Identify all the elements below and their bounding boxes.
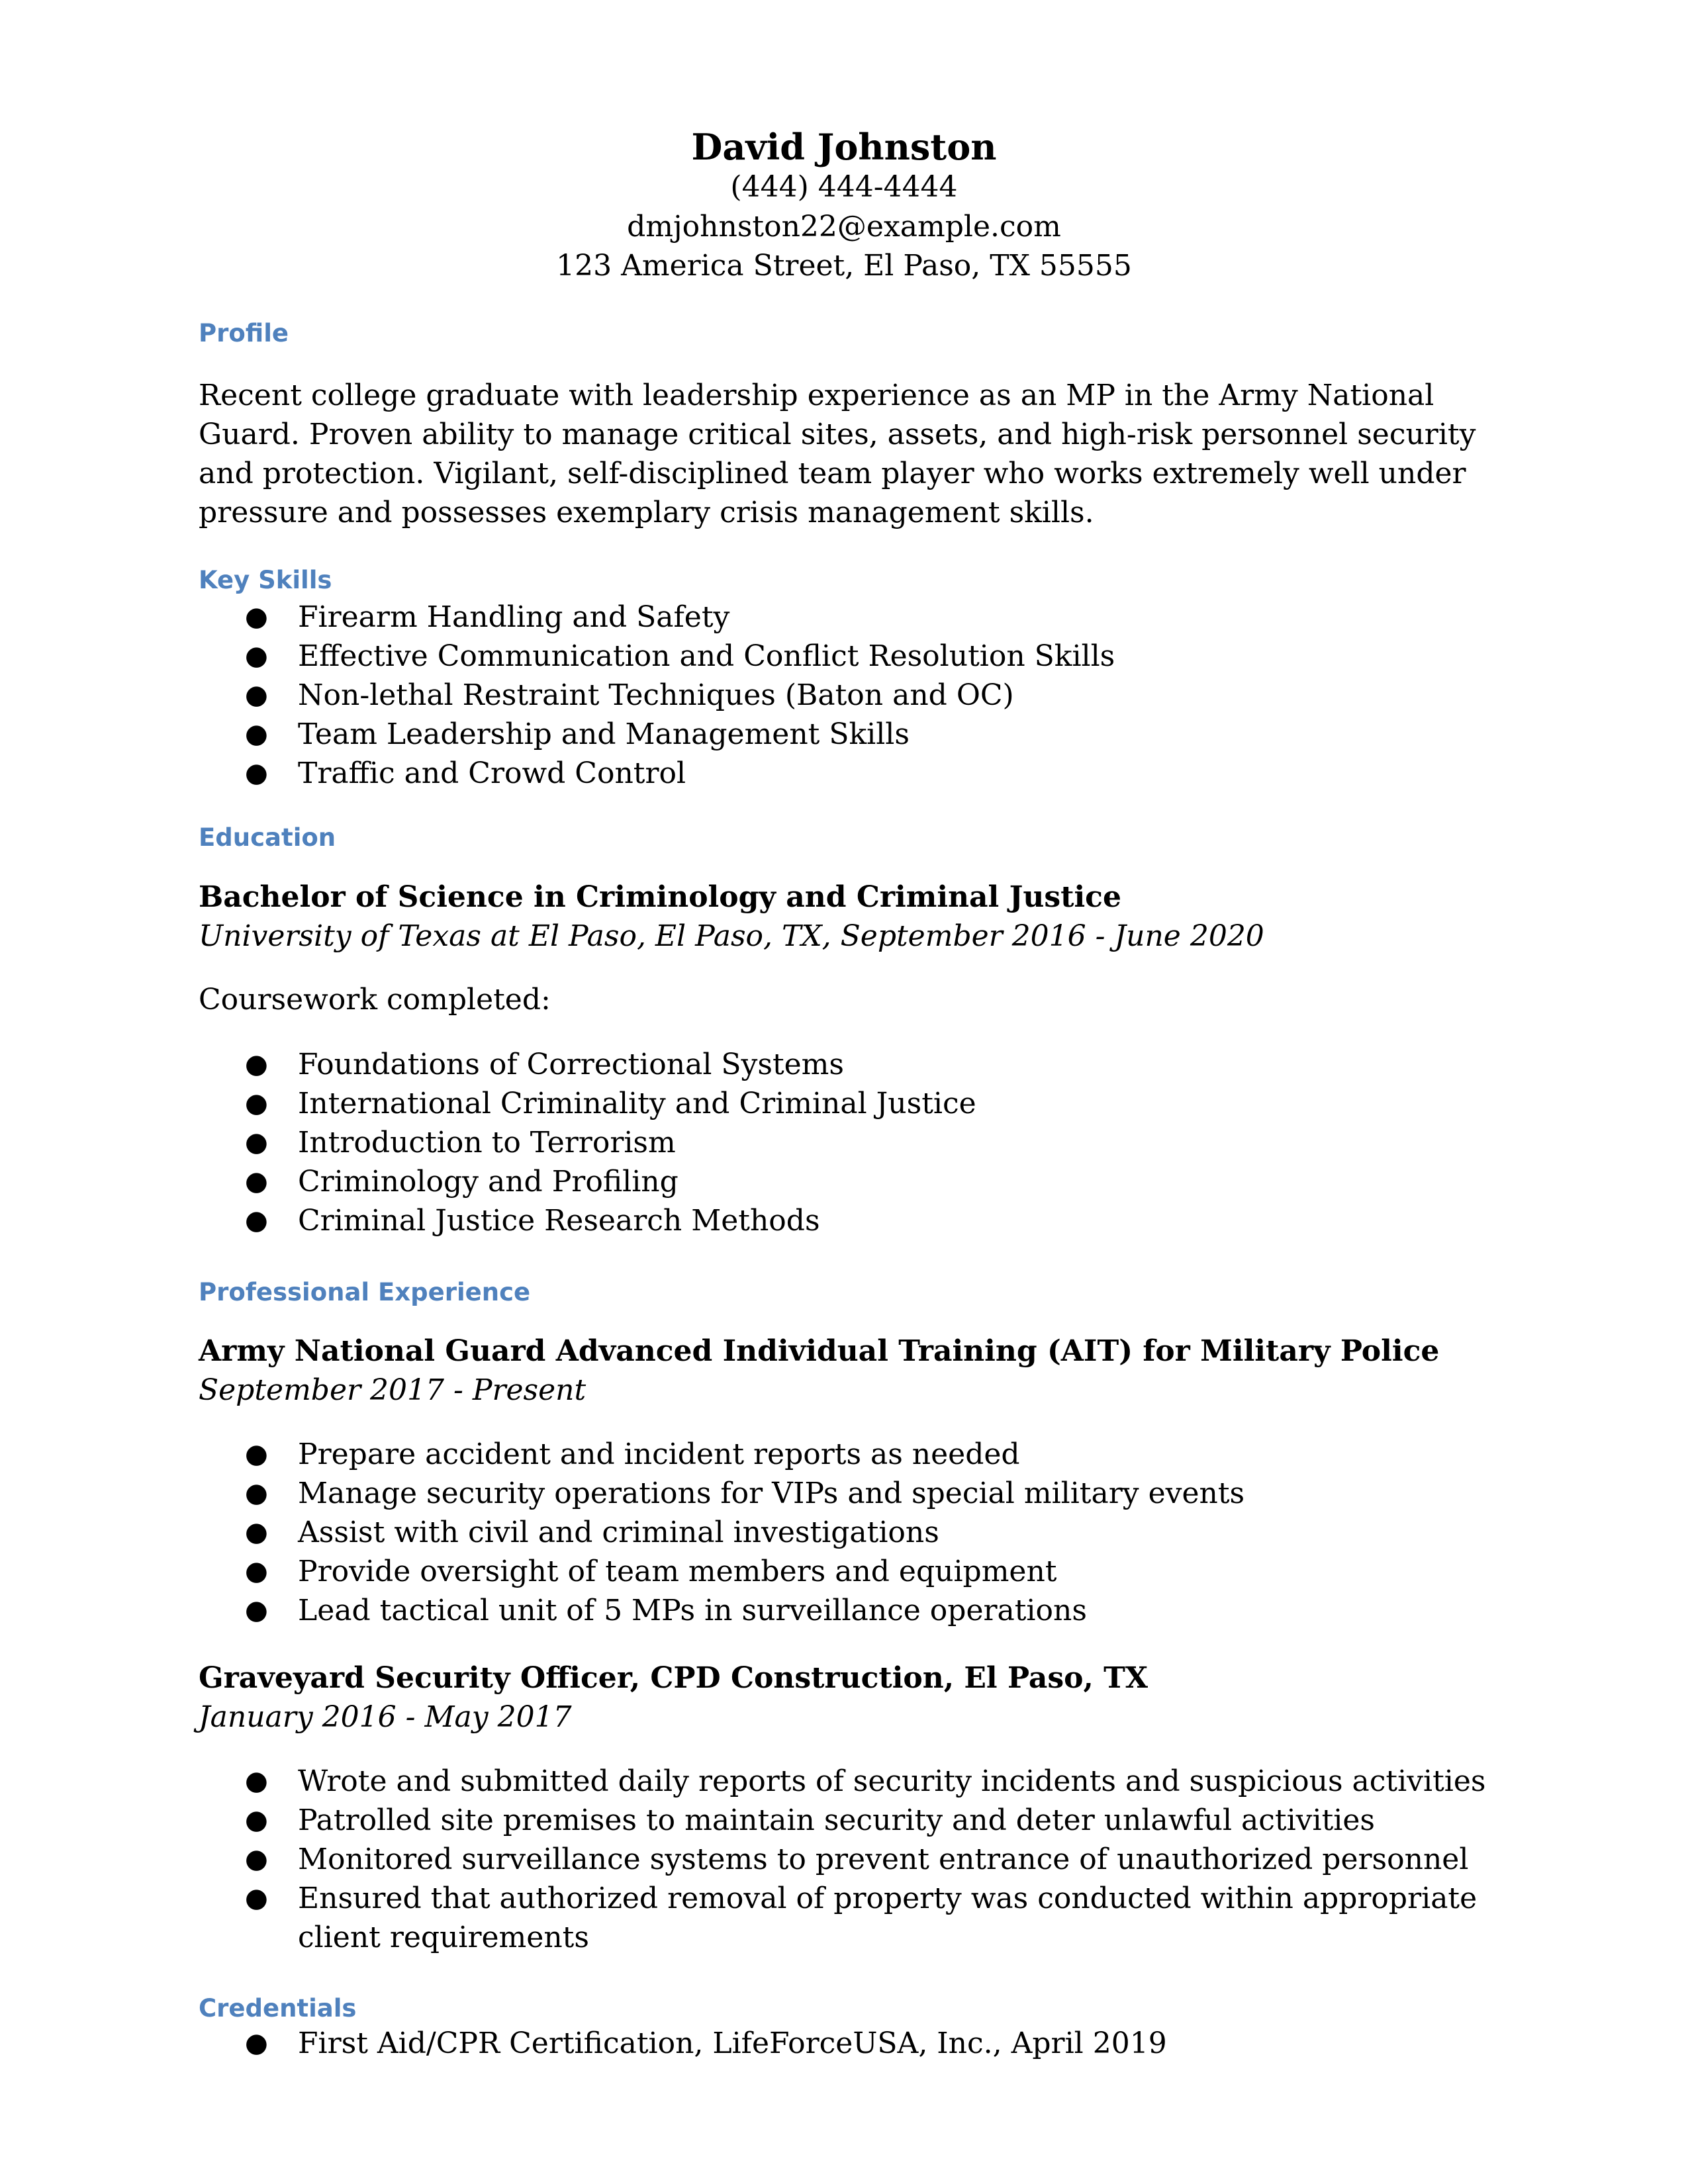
job-title: Army National Guard Advanced Individual Training (AIT) for Military Police: [199, 1334, 1440, 1368]
school-and-dates: University of Texas at El Paso, El Paso, TX, September 2016 - June 2020: [199, 919, 1264, 953]
job-dates: September 2017 - Present: [199, 1373, 586, 1407]
bullet-icon: ●: [245, 1844, 268, 1874]
bullet-icon: ●: [245, 758, 268, 788]
bullet-icon: ●: [245, 680, 268, 710]
bullet-icon: ●: [245, 1478, 268, 1508]
bullet-icon: ●: [245, 2028, 268, 2058]
section-heading-credentials: Credentials: [199, 1994, 357, 2023]
bullet-icon: ●: [245, 1883, 268, 1913]
bullet-icon: ●: [245, 1517, 268, 1547]
coursework-label: Coursework completed:: [199, 983, 551, 1017]
bullet-icon: ●: [245, 1595, 268, 1625]
candidate-name: David Johnston: [691, 126, 997, 168]
bullet-icon: ●: [245, 1556, 268, 1586]
bullet-icon: ●: [245, 1205, 268, 1236]
bullet-icon: ●: [245, 1049, 268, 1079]
bullet-icon: ●: [245, 641, 268, 671]
degree-title: Bachelor of Science in Criminology and Criminal Justice: [199, 880, 1121, 914]
bullet-icon: ●: [245, 602, 268, 632]
job-title: Graveyard Security Officer, CPD Construction, El Paso, TX: [199, 1661, 1149, 1695]
street-address: 123 America Street, El Paso, TX 55555: [556, 249, 1132, 283]
section-heading-profile: Profile: [199, 319, 289, 347]
job-dates: January 2016 - May 2017: [199, 1700, 572, 1734]
resume-page: David Johnston (444) 444-4444 dmjohnston22@example.com 123 America Street, El Paso, TX 55555 Profile Recent college graduate with leadership experience as an MP in the Army National Guard. Proven ability to manage critical sites, assets, and high-risk personnel security and protection. Vigilant, self-disciplined team player who works extremely well under pressure and possesses exemplary crisis management skills. Key Skills ● Firearm Handling and Safety ● Effective Communication and Conflict Resolution Skills ● Non-lethal Restraint Techniques (Baton and OC) ● Team Leadership and Management Skills ● Traffic and Crowd Control Education Bachelor of Science in Criminology and Criminal Justice University of Texas at El Paso, El Paso, TX, September 2016 - June 2020 Coursework completed: ● Foundations of Correctional Systems ● International Criminality and Criminal Justice ● Introduction to Terrorism ● Criminology and Profiling ● Criminal Justice Research Methods Professional Experience Army National Guard Advanced Individual Training (AIT) for Military Police September 2017 - Present ● Prepare accident and incident reports as needed ● Manage security operations for VIPs and special military events ● Assist with civil and criminal investigations ● Provide oversight of team members and equipment ● Lead tactical unit of 5 MPs in surveillance operations Graveyard Security Officer, CPD Construction, El Paso, TX January 2016 - May 2017 ● Wrote and submitted daily reports of security incidents and suspicious activities ● Patrolled site premises to maintain security and deter unlawful activities ● Monitored surveillance systems to prevent entrance of unauthorized personnel ● Ensured that authorized removal of property was conducted within appropriate client requirements Credentials ● First Aid/CPR Certification, LifeForceUSA, Inc., April 2019: [0, 0, 1688, 2184]
bullet-icon: ●: [245, 1127, 268, 1158]
bullet-icon: ●: [245, 719, 268, 749]
section-heading-education: Education: [199, 823, 336, 852]
bullet-icon: ●: [245, 1088, 268, 1118]
bullet-icon: ●: [245, 1166, 268, 1197]
profile-summary: Recent college graduate with leadership experience as an MP in the Army National Guard. Proven ability to manage critical sites, assets, and high-risk personnel security and protection. Vigilant, self-disciplined team player who works extremely well under pressure and possesses exemplary crisis management skills.: [199, 379, 1476, 529]
bullet-icon: ●: [245, 1766, 268, 1796]
section-heading-professional-experience: Professional Experience: [199, 1278, 531, 1306]
bullet-icon: ●: [245, 1805, 268, 1835]
section-heading-key-skills: Key Skills: [199, 566, 332, 594]
email-address: dmjohnston22@example.com: [627, 210, 1061, 244]
bullet-icon: ●: [245, 1439, 268, 1469]
phone-number: (444) 444-4444: [730, 170, 958, 204]
